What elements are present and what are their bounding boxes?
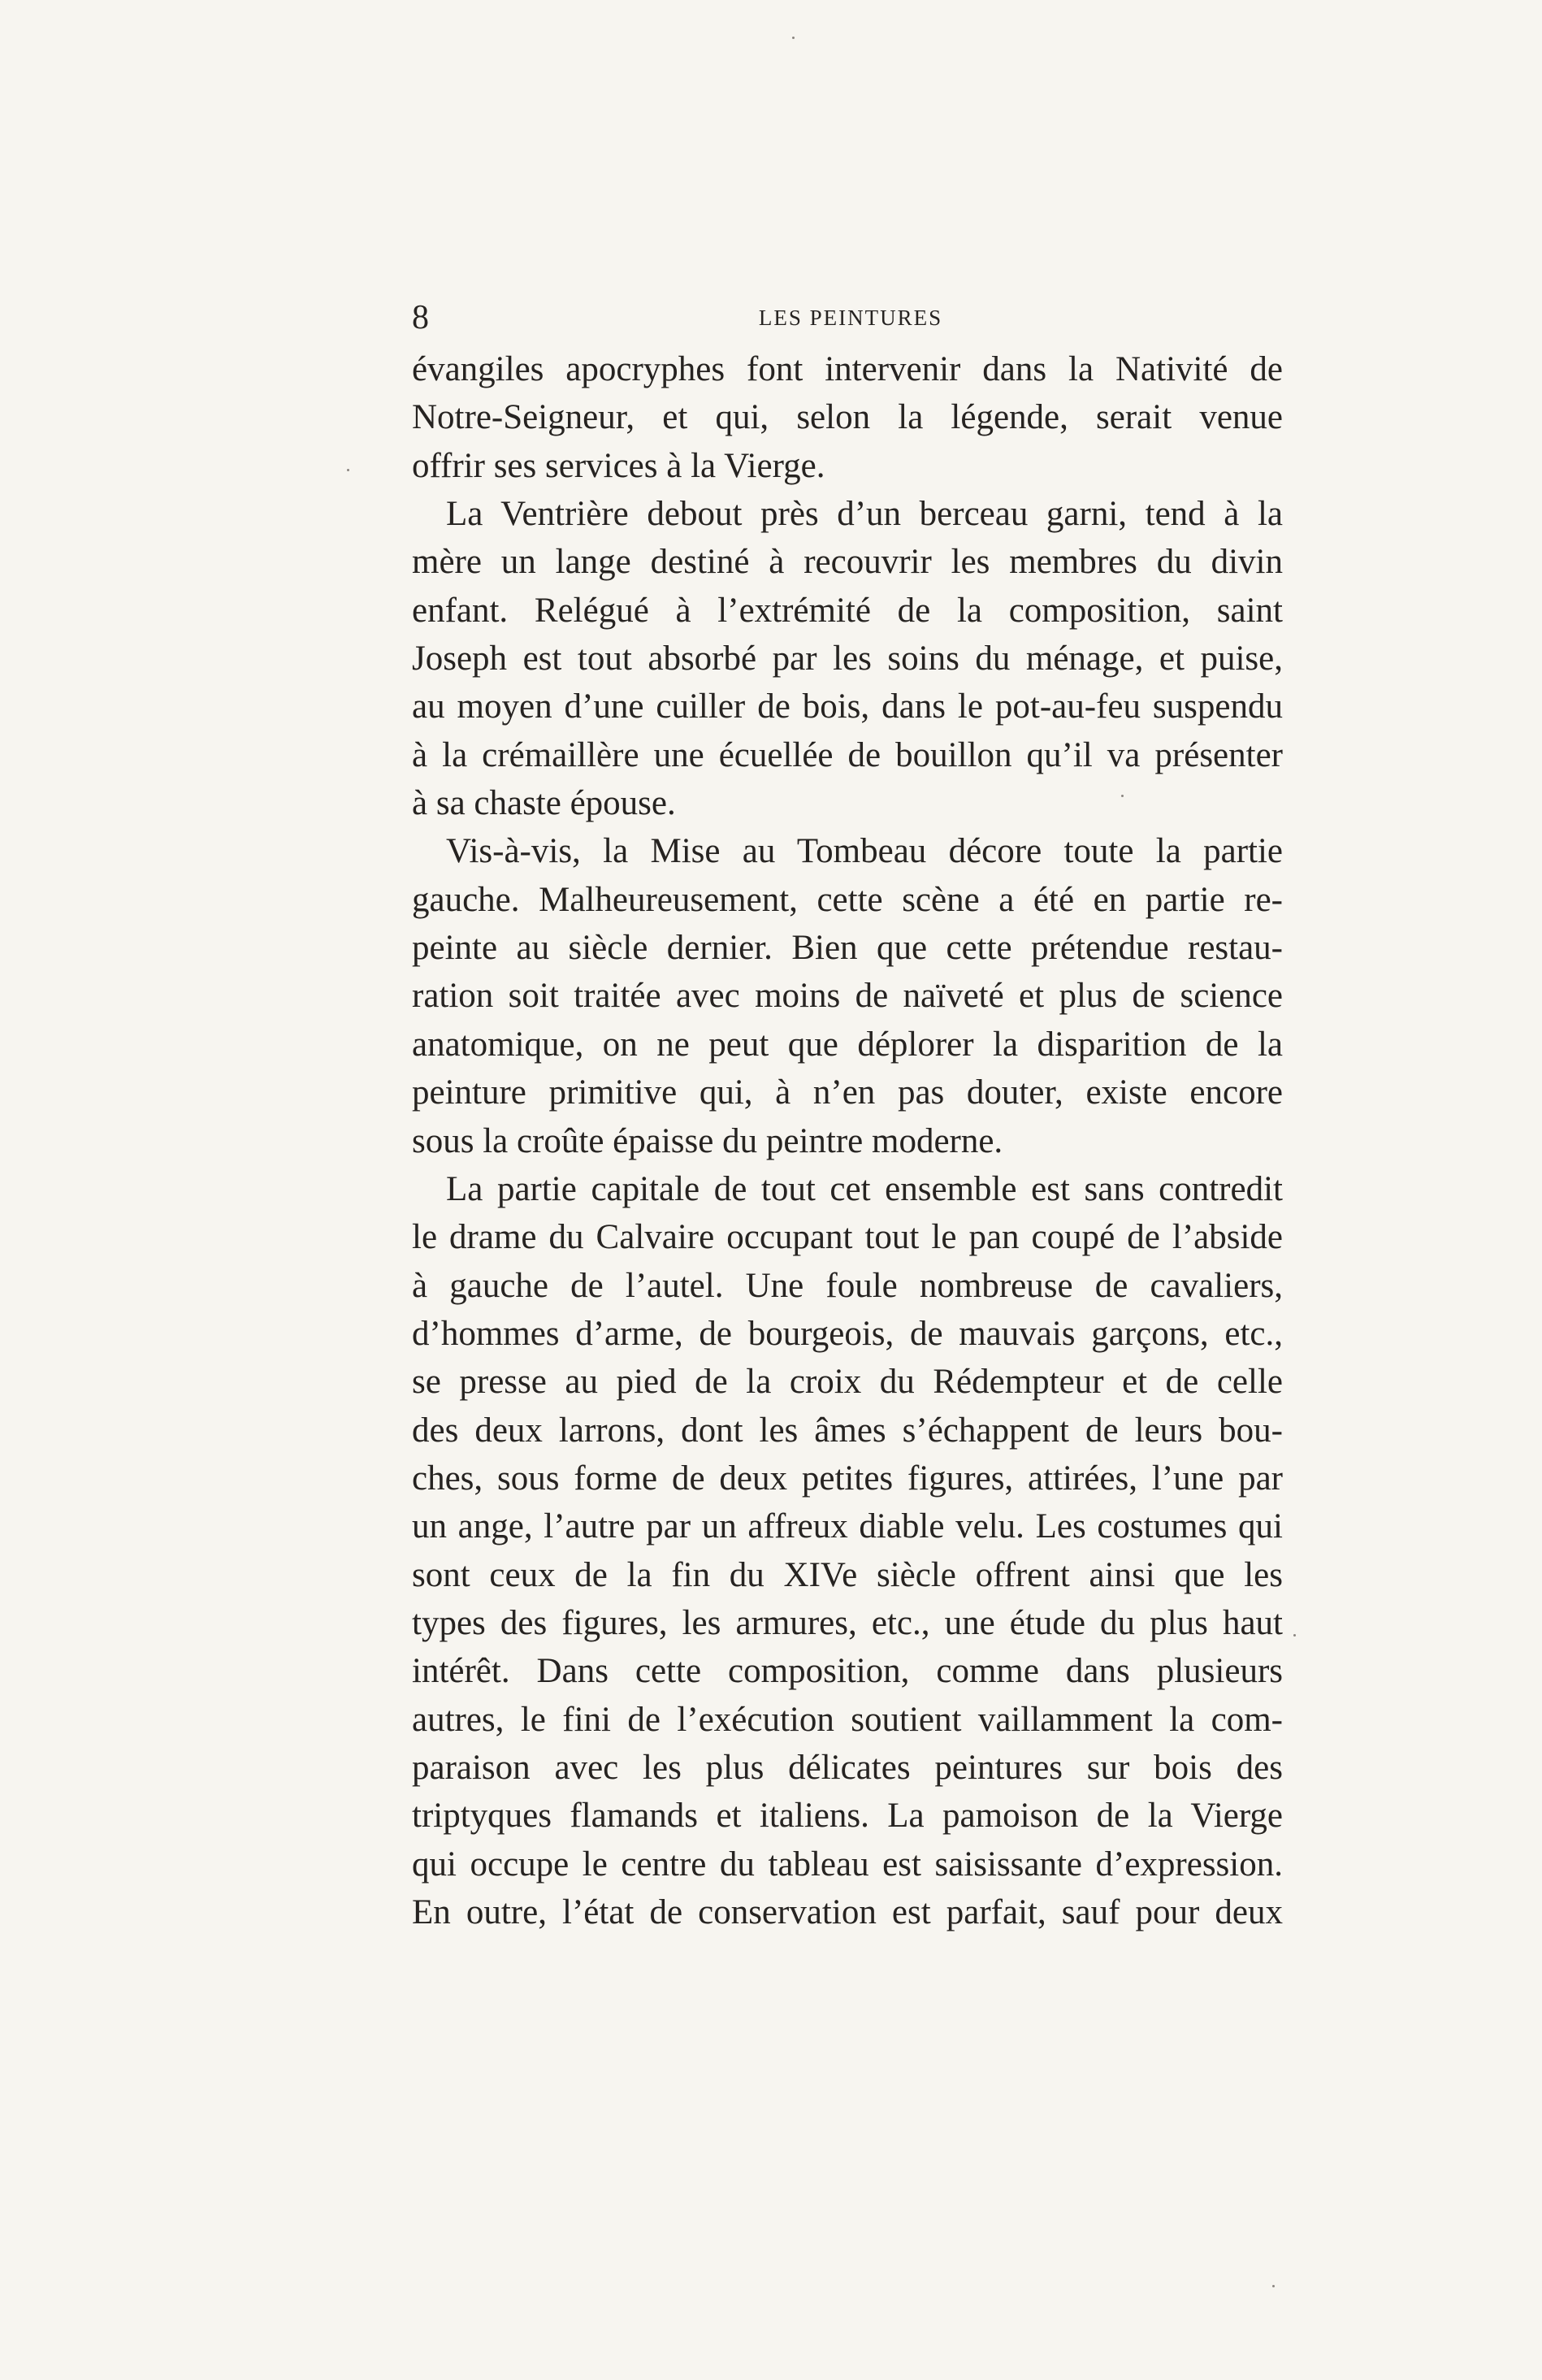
text-line: offrir ses services à la Vierge. xyxy=(412,446,825,485)
paper-speck xyxy=(1121,795,1124,797)
text-line: gauche. Malheureusement, cette scène a été en partie re- xyxy=(412,880,1283,919)
text-line: sous la croûte épaisse du peintre moderne. xyxy=(412,1121,1003,1160)
text-line: à gauche de l’autel. Une foule nombreuse de cavaliers, xyxy=(412,1266,1283,1305)
text-line: types des figures, les armures, etc., une étude du plus haut xyxy=(412,1603,1283,1642)
text-line: Vis-à-vis, la Mise au Tombeau décore toute la partie xyxy=(446,832,1283,871)
text-line: sont ceux de la fin du XIVe siècle offrent ainsi que les xyxy=(412,1555,1283,1594)
text-line: qui occupe le centre du tableau est saisissante d’expression. xyxy=(412,1845,1283,1884)
text-line: le drame du Calvaire occupant tout le pan coupé de l’abside xyxy=(412,1218,1283,1257)
text-line: anatomique, on ne peut que déplorer la disparition de la xyxy=(412,1025,1283,1064)
text-line: autres, le fini de l’exécution soutient vaillamment la com- xyxy=(412,1700,1283,1739)
paper-speck xyxy=(1293,1634,1296,1637)
page-number: 8 xyxy=(412,299,429,336)
body-text xyxy=(412,345,1283,1936)
paper-speck xyxy=(1272,2285,1275,2287)
text-line: peinture primitive qui, à n’en pas douter, existe encore xyxy=(412,1073,1283,1112)
text-line: peinte au siècle dernier. Bien que cette prétendue restau- xyxy=(412,929,1283,968)
text-line: paraison avec les plus délicates peintures sur bois des xyxy=(412,1748,1283,1787)
text-line: un ange, l’autre par un affreux diable velu. Les costumes qui xyxy=(412,1507,1283,1546)
text-line: ches, sous forme de deux petites figures, attirées, l’une par xyxy=(412,1459,1283,1498)
text-line: La partie capitale de tout cet ensemble est sans contredit xyxy=(446,1169,1283,1208)
text-line: des deux larrons, dont les âmes s’échappent de leurs bou- xyxy=(412,1411,1283,1450)
text-line: intérêt. Dans cette composition, comme dans plusieurs xyxy=(412,1652,1283,1691)
text-line: se presse au pied de la croix du Rédempteur et de celle xyxy=(412,1363,1283,1402)
text-line: La Ventrière debout près d’un berceau garni, tend à la xyxy=(446,495,1283,534)
text-line: à sa chaste épouse. xyxy=(412,784,676,823)
paper-speck xyxy=(792,37,795,39)
text-line: enfant. Relégué à l’extrémité de la composition, saint xyxy=(412,591,1283,630)
text-line: triptyques flamands et italiens. La pamoison de la Vierge xyxy=(412,1797,1283,1836)
text-line: au moyen d’une cuiller de bois, dans le pot-au-feu suspendu xyxy=(412,687,1283,726)
text-line: Notre-Seigneur, et qui, selon la légende, serait venue xyxy=(412,398,1283,437)
text-line: ration soit traitée avec moins de naïveté et plus de science xyxy=(412,977,1283,1016)
text-line: Joseph est tout absorbé par les soins du ménage, et puise, xyxy=(412,639,1283,678)
text-line: mère un lange destiné à recouvrir les membres du divin xyxy=(412,543,1283,582)
text-line: En outre, l’état de conservation est parfait, sauf pour deux xyxy=(412,1893,1283,1931)
text-line: à la crémaillère une écuellée de bouillon qu’il va présenter xyxy=(412,735,1283,774)
paper-speck xyxy=(347,469,349,471)
text-line: d’hommes d’arme, de bourgeois, de mauvais garçons, etc., xyxy=(412,1314,1283,1353)
page-header xyxy=(412,297,1289,345)
running-head: LES PEINTURES xyxy=(758,306,943,330)
text-line: évangiles apocryphes font intervenir dans la Nativité de xyxy=(412,350,1283,388)
